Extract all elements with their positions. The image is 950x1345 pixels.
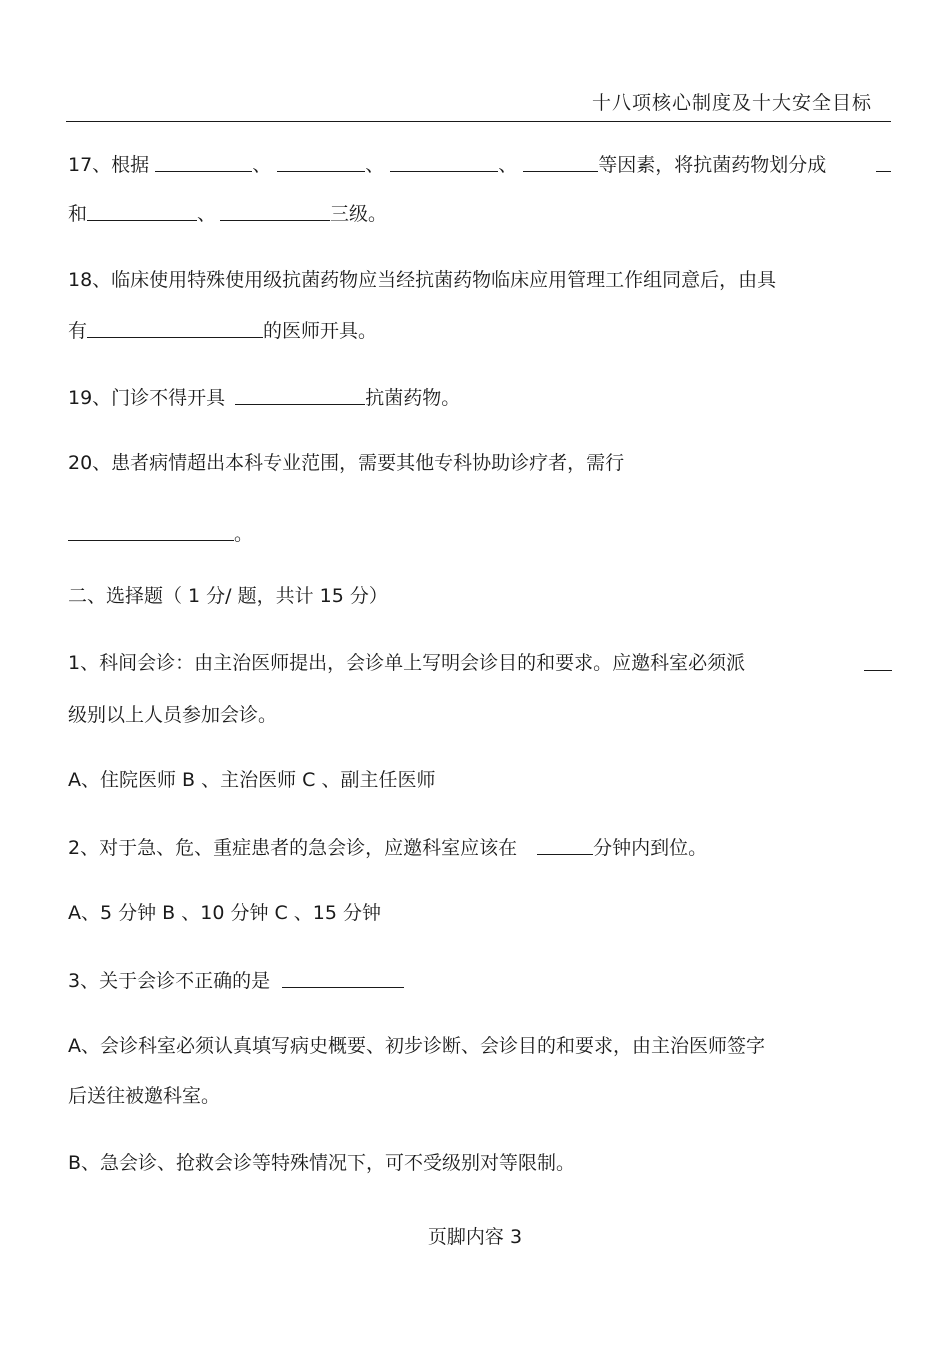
question-18-line-2 [68, 318, 377, 343]
question-19 [68, 385, 460, 410]
choice-3-question [68, 968, 404, 993]
fill-blank[interactable] [876, 152, 891, 172]
q18-line2-suffix: 的医师开具。 [263, 320, 378, 342]
q17-line2-prefix: 和 [68, 203, 88, 225]
q17-prefix: 17、根据 [68, 154, 156, 176]
choice-2-prefix: 2、对于急、危、重症患者的急会诊，应邀科室应该在 [68, 837, 524, 859]
q20-line2-suffix: 。 [234, 523, 254, 545]
q17-middle-text: 等因素，将抗菌药物划分成 [598, 154, 827, 176]
q18-line2-prefix: 有 [68, 320, 88, 342]
q17-separator: 、 [498, 154, 518, 176]
choice-3-prefix: 3、关于会诊不正确的是 [68, 970, 277, 992]
choice-1-options: A、住院医师 B 、主治医师 C 、副主任医师 [68, 769, 436, 791]
q17-separator: 、 [365, 154, 385, 176]
page-footer: 页脚内容 3 [427, 1226, 523, 1248]
question-20-line-2 [68, 521, 253, 546]
fill-blank[interactable] [68, 521, 234, 541]
choice-1-line-1: 1、科间会诊：由主治医师提出，会诊单上写明会诊目的和要求。应邀科室必须派 [68, 652, 746, 674]
q19-prefix: 19、门诊不得开具 [68, 387, 232, 409]
q17-line2-suffix: 三级。 [330, 203, 388, 225]
question-17-line-1 [68, 152, 826, 177]
q17-separator: 、 [197, 203, 217, 225]
fill-blank[interactable] [220, 201, 330, 221]
question-18-line-1: 18、临床使用特殊使用级抗菌药物应当经抗菌药物临床应用管理工作组同意后，由具 [68, 269, 777, 291]
fill-blank[interactable] [235, 385, 365, 405]
choice-2-question [68, 835, 707, 860]
fill-blank[interactable] [277, 152, 365, 172]
question-20-line-1: 20、患者病情超出本科专业范围，需要其他专科协助诊疗者，需行 [68, 452, 625, 474]
choice-3-option-b: B、急会诊、抢救会诊等特殊情况下，可不受级别对等限制。 [68, 1152, 576, 1174]
fill-blank[interactable] [390, 152, 498, 172]
fill-blank[interactable] [523, 152, 598, 172]
fill-blank[interactable] [537, 835, 593, 855]
question-17-line-2 [68, 201, 387, 226]
choice-3-option-a-line-1: A、会诊科室必须认真填写病史概要、初步诊断、会诊目的和要求，由主治医师签字 [68, 1035, 765, 1057]
q17-separator: 、 [252, 154, 272, 176]
fill-blank[interactable] [87, 201, 197, 221]
header-rule [66, 121, 891, 122]
choice-2-options: A、5 分钟 B 、10 分钟 C 、15 分钟 [68, 902, 382, 924]
fill-blank[interactable] [87, 318, 263, 338]
header-title: 十八项核心制度及十大安全目标 [591, 92, 872, 114]
choice-3-option-a-line-2: 后送往被邀科室。 [68, 1085, 221, 1107]
fill-blank[interactable] [155, 152, 252, 172]
fill-blank[interactable] [282, 968, 404, 988]
choice-1-line-2: 级别以上人员参加会诊。 [68, 704, 278, 726]
section-2-title: 二、选择题（ 1 分/ 题，共计 15 分） [68, 585, 388, 607]
q19-suffix: 抗菌药物。 [365, 387, 461, 409]
fill-blank[interactable] [864, 651, 892, 671]
choice-2-suffix: 分钟内到位。 [593, 837, 708, 859]
